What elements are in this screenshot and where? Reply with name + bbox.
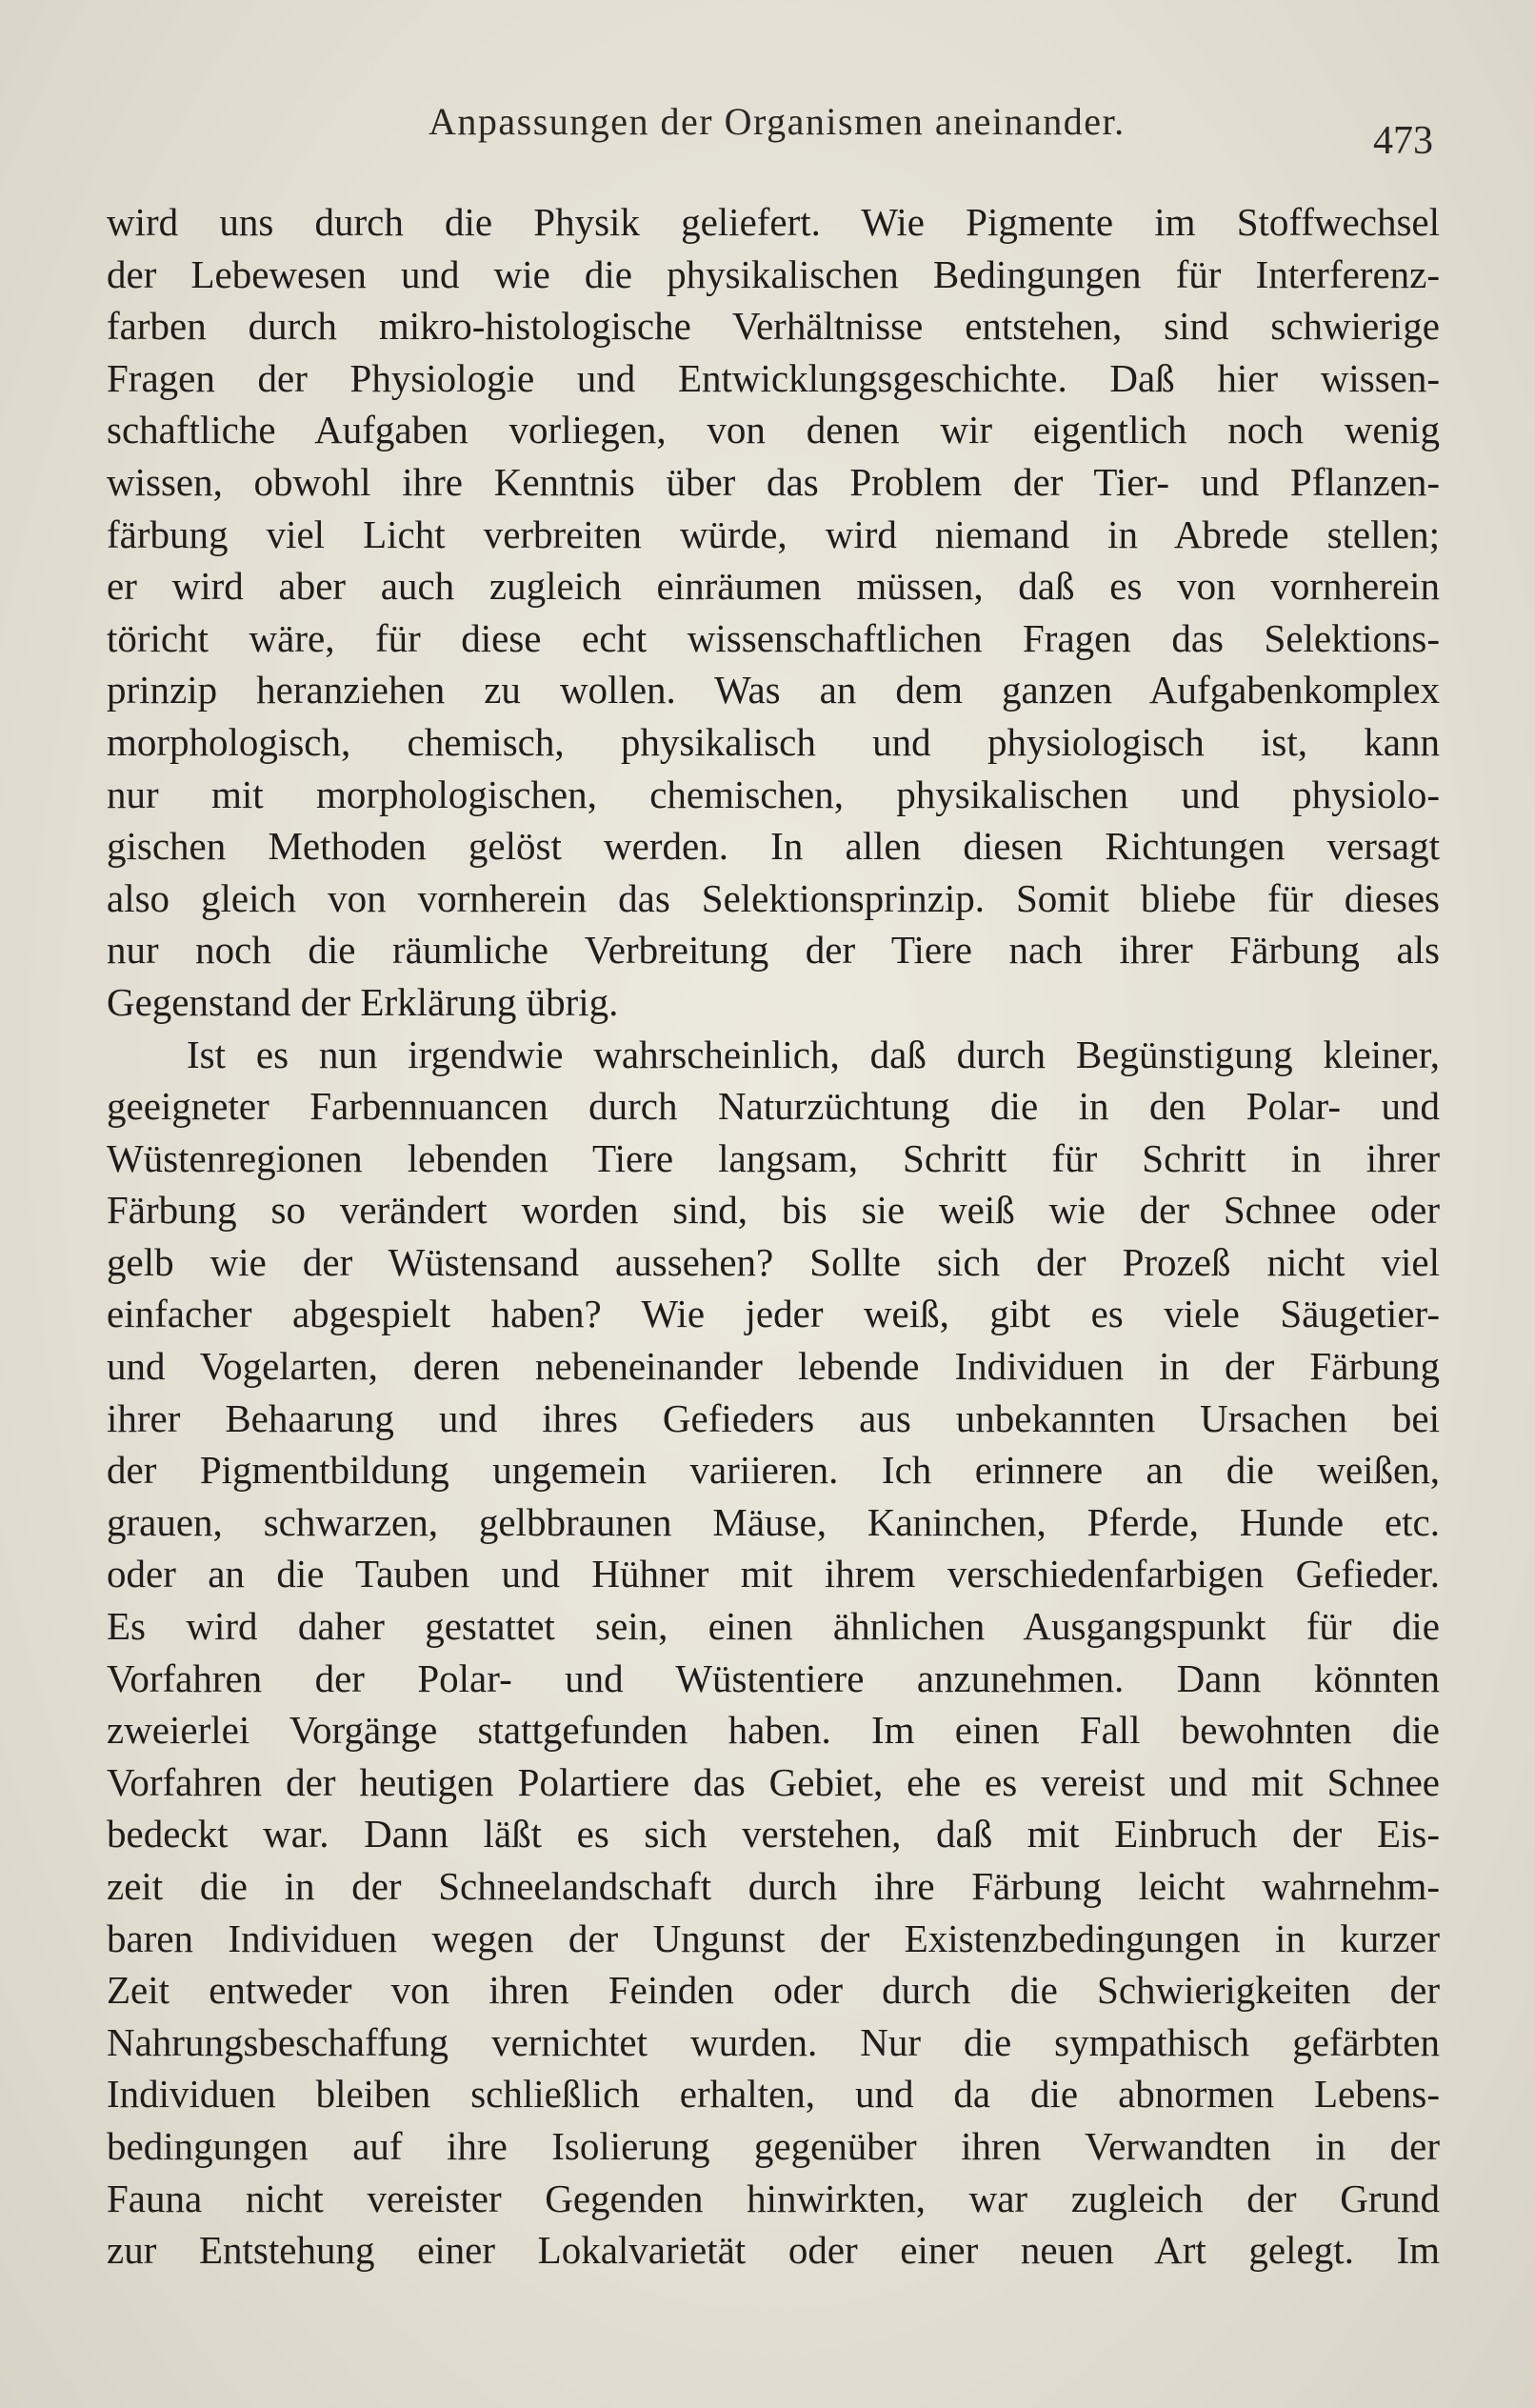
- text-line: Es wird daher gestattet sein, einen ähnlichen Ausgangspunkt für die: [107, 1604, 1440, 1649]
- page-number: 473: [1373, 119, 1433, 163]
- text-line: er wird aber auch zugleich einräumen müssen, daß es von vornherein: [107, 564, 1440, 609]
- text-line: gischen Methoden gelöst werden. In allen diesen Richtungen versagt: [107, 824, 1440, 869]
- text-line: prinzip heranziehen zu wollen. Was an dem ganzen Aufgabenkomplex: [107, 668, 1440, 712]
- text-line: Fauna nicht vereister Gegenden hinwirkten, war zugleich der Grund: [107, 2176, 1440, 2220]
- text-line: farben durch mikro-histologische Verhältnisse entstehen, sind schwierige: [107, 304, 1440, 349]
- text-line: zweierlei Vorgänge stattgefunden haben. Im einen Fall bewohnten die: [107, 1708, 1440, 1753]
- text-line: ihrer Behaarung und ihres Gefieders aus unbekannten Ursachen bei: [107, 1395, 1440, 1440]
- text-line: der Pigmentbildung ungemein variieren. Ich erinnere an die weißen,: [107, 1448, 1440, 1493]
- text-line: Nahrungsbeschaffung vernichtet wurden. Nur die sympathisch gefärbten: [107, 2019, 1440, 2064]
- paragraph: [107, 1029, 1440, 2277]
- text-line: Fragen der Physiologie und Entwicklungsgeschichte. Daß hier wissen-: [107, 355, 1440, 400]
- text-line: Zeit entweder von ihren Feinden oder durch die Schwierigkeiten der: [107, 1968, 1440, 2013]
- text-line: grauen, schwarzen, gelbbraunen Mäuse, Kaninchen, Pferde, Hunde etc.: [107, 1499, 1440, 1544]
- text-line: gelb wie der Wüstensand aussehen? Sollte sich der Prozeß nicht viel: [107, 1239, 1440, 1284]
- text-line: zur Entstehung einer Lokalvarietät oder einer neuen Art gelegt. Im: [107, 2228, 1440, 2273]
- running-head: Anpassungen der Organismen aneinander.: [429, 100, 1126, 143]
- text-line: Wüstenregionen lebenden Tiere langsam, Schritt für Schritt in ihrer: [107, 1135, 1440, 1180]
- text-line: oder an die Tauben und Hühner mit ihrem verschiedenfarbigen Gefieder.: [107, 1552, 1440, 1596]
- paragraph: [107, 196, 1440, 1029]
- text-line: bedingungen auf ihre Isolierung gegenüber ihren Verwandten in der: [107, 2123, 1440, 2168]
- text-line: Vorfahren der heutigen Polartiere das Gebiet, ehe es vereist und mit Schnee: [107, 1759, 1440, 1804]
- text-line: zeit die in der Schneelandschaft durch ihre Färbung leicht wahrnehm-: [107, 1864, 1440, 1908]
- text-line: Individuen bleiben schließlich erhalten, und da die abnormen Lebens-: [107, 2072, 1440, 2117]
- text-line: Gegenstand der Erklärung übrig.: [107, 979, 619, 1024]
- text-line: töricht wäre, für diese echt wissenschaftlichen Fragen das Selektions-: [107, 615, 1440, 660]
- text-line: morphologisch, chemisch, physikalisch und physiologisch ist, kann: [107, 719, 1440, 764]
- text-line: der Lebewesen und wie die physikalischen Bedingungen für Interferenz-: [107, 251, 1440, 296]
- text-line: und Vogelarten, deren nebeneinander lebende Individuen in der Färbung: [107, 1344, 1440, 1389]
- text-line: wird uns durch die Physik geliefert. Wie Pigmente im Stoffwechsel: [107, 200, 1440, 244]
- text-line: bedeckt war. Dann läßt es sich verstehen, daß mit Einbruch der Eis-: [107, 1812, 1440, 1856]
- text-line: wissen, obwohl ihre Kenntnis über das Problem der Tier- und Pflanzen-: [107, 459, 1440, 504]
- text-line: geeigneter Farbennuancen durch Naturzüchtung die in den Polar- und: [107, 1084, 1440, 1129]
- text-line: also gleich von vornherein das Selektionsprinzip. Somit bliebe für dieses: [107, 875, 1440, 920]
- body-text: [107, 196, 1440, 2277]
- text-line: einfacher abgespielt haben? Wie jeder weiß, gibt es viele Säugetier-: [107, 1292, 1440, 1336]
- text-line: färbung viel Licht verbreiten würde, wird niemand in Abrede stellen;: [107, 512, 1440, 556]
- text-line: schaftliche Aufgaben vorliegen, von denen wir eigentlich noch wenig: [107, 408, 1440, 452]
- text-line: baren Individuen wegen der Ungunst der Existenzbedingungen in kurzer: [107, 1916, 1440, 1960]
- text-line: Färbung so verändert worden sind, bis sie weiß wie der Schnee oder: [107, 1188, 1440, 1233]
- text-line: Ist es nun irgendwie wahrscheinlich, daß durch Begünstigung kleiner,: [187, 1032, 1440, 1076]
- text-line: Vorfahren der Polar- und Wüstentiere anzunehmen. Dann könnten: [107, 1656, 1440, 1700]
- text-line: nur mit morphologischen, chemischen, physikalischen und physiolo-: [107, 772, 1440, 816]
- text-line: nur noch die räumliche Verbreitung der Tiere nach ihrer Färbung als: [107, 928, 1440, 973]
